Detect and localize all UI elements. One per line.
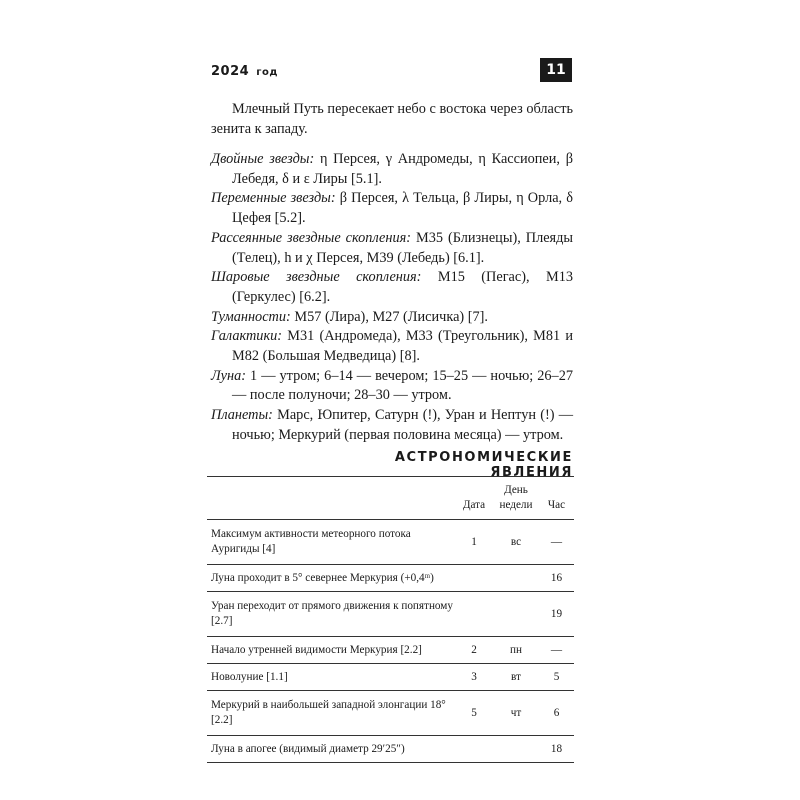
cell-event: Максимум активности метеорного потока Ауригиды [4] (207, 520, 455, 565)
list-item-galaxies (211, 327, 573, 366)
cell-event: Начало утренней видимости Меркурия [2.2] (207, 637, 455, 664)
cell-event: Луна проходит в 5° севернее Меркурия (+0,4ᵐ) (207, 565, 455, 592)
list-item-text: β Персея, λ Тельца, β Лиры, η Орла, δ Цефея [5.2]. (232, 190, 573, 227)
table-header-row (207, 477, 574, 520)
table-row (207, 664, 574, 691)
column-header-date: Дата (455, 477, 493, 520)
running-head-year-suffix: год (256, 67, 278, 78)
list-item-planets (211, 406, 573, 445)
table-row (207, 592, 574, 637)
column-header-hour: Час (539, 477, 574, 520)
list-item-term: Луна: (211, 367, 247, 384)
list-item-moon (211, 367, 573, 406)
list-item-text: M31 (Андромеда), M33 (Треугольник), M81 и M82 (Большая Медведица) [8]. (232, 328, 573, 365)
list-item-text: Марс, Юпитер, Сатурн (!), Уран и Нептун (!) — ночью; Меркурий (первая половина месяца) — утром. (232, 407, 573, 443)
column-header-event (207, 477, 455, 520)
cell-day (493, 592, 539, 637)
cell-day: вс (493, 520, 539, 565)
page-number: 11 (540, 58, 572, 82)
list-item-text: η Персея, γ Андромеды, η Кассиопеи, β Лебедя, δ и ε Лиры [5.1]. (232, 151, 573, 187)
table-row (207, 520, 574, 565)
table-row (207, 637, 574, 664)
cell-hour: 18 (539, 736, 574, 763)
cell-date: 3 (455, 664, 493, 691)
cell-date (455, 592, 493, 637)
cell-event: Меркурий в наибольшей западной элонгации 18° [2.2] (207, 691, 455, 736)
list-item-term: Переменные звезды: (211, 190, 336, 207)
list-item-term: Двойные звезды: (211, 151, 315, 167)
cell-day: вт (493, 664, 539, 691)
cell-day (493, 565, 539, 592)
list-item-open-clusters (211, 229, 573, 268)
cell-hour: — (539, 520, 574, 565)
list-item-nebulae (211, 308, 573, 328)
table-row (207, 736, 574, 763)
cell-hour: 5 (539, 664, 574, 691)
cell-date: 5 (455, 691, 493, 736)
list-item-globular-clusters (211, 268, 573, 307)
objects-list (211, 150, 573, 446)
cell-hour: 19 (539, 592, 574, 637)
cell-day (493, 736, 539, 763)
intro-paragraph: Млечный Путь пересекает небо с востока через область зенита к западу. (211, 101, 573, 137)
events-table (207, 476, 574, 763)
cell-date (455, 736, 493, 763)
list-item-double-stars (211, 150, 573, 189)
list-item-variable-stars (211, 189, 573, 228)
cell-date (455, 565, 493, 592)
table-row (207, 565, 574, 592)
list-item-text: M57 (Лира), M27 (Лисичка) [7]. (290, 308, 489, 325)
column-header-day: День недели (493, 477, 539, 520)
list-item-text: M15 (Пегас), M13 (Геркулес) [6.2]. (232, 269, 573, 305)
cell-event: Новолуние [1.1] (207, 664, 455, 691)
cell-day: пн (493, 637, 539, 664)
table-row (207, 691, 574, 736)
cell-event: Луна в апогее (видимый диаметр 29′25″) (207, 736, 455, 763)
list-item-term: Галактики: (211, 328, 283, 345)
section-title: АСТРОНОМИЧЕСКИЕ ЯВЛЕНИЯ (394, 450, 573, 480)
list-item-text: M35 (Близнецы), Плеяды (Телец), h и χ Персея, M39 (Лебедь) [6.1]. (232, 229, 573, 266)
cell-hour: 6 (539, 691, 574, 736)
list-item-text: 1 — утром; 6–14 — вечером; 15–25 — ночью; 26–27 — после полуночи; 28–30 — утром. (232, 367, 573, 404)
list-item-term: Туманности: (211, 308, 291, 325)
cell-hour: 16 (539, 565, 574, 592)
cell-hour: — (539, 637, 574, 664)
list-item-term: Рассеянные звездные скопления: (211, 229, 412, 246)
running-head (211, 64, 278, 79)
cell-day: чт (493, 691, 539, 736)
cell-date: 2 (455, 637, 493, 664)
running-head-year: 2024 (211, 64, 250, 79)
list-item-term: Планеты: (211, 407, 273, 424)
cell-date: 1 (455, 520, 493, 565)
list-item-term: Шаровые звездные скопления: (211, 269, 422, 286)
cell-event: Уран переходит от прямого движения к попятному [2.7] (207, 592, 455, 637)
